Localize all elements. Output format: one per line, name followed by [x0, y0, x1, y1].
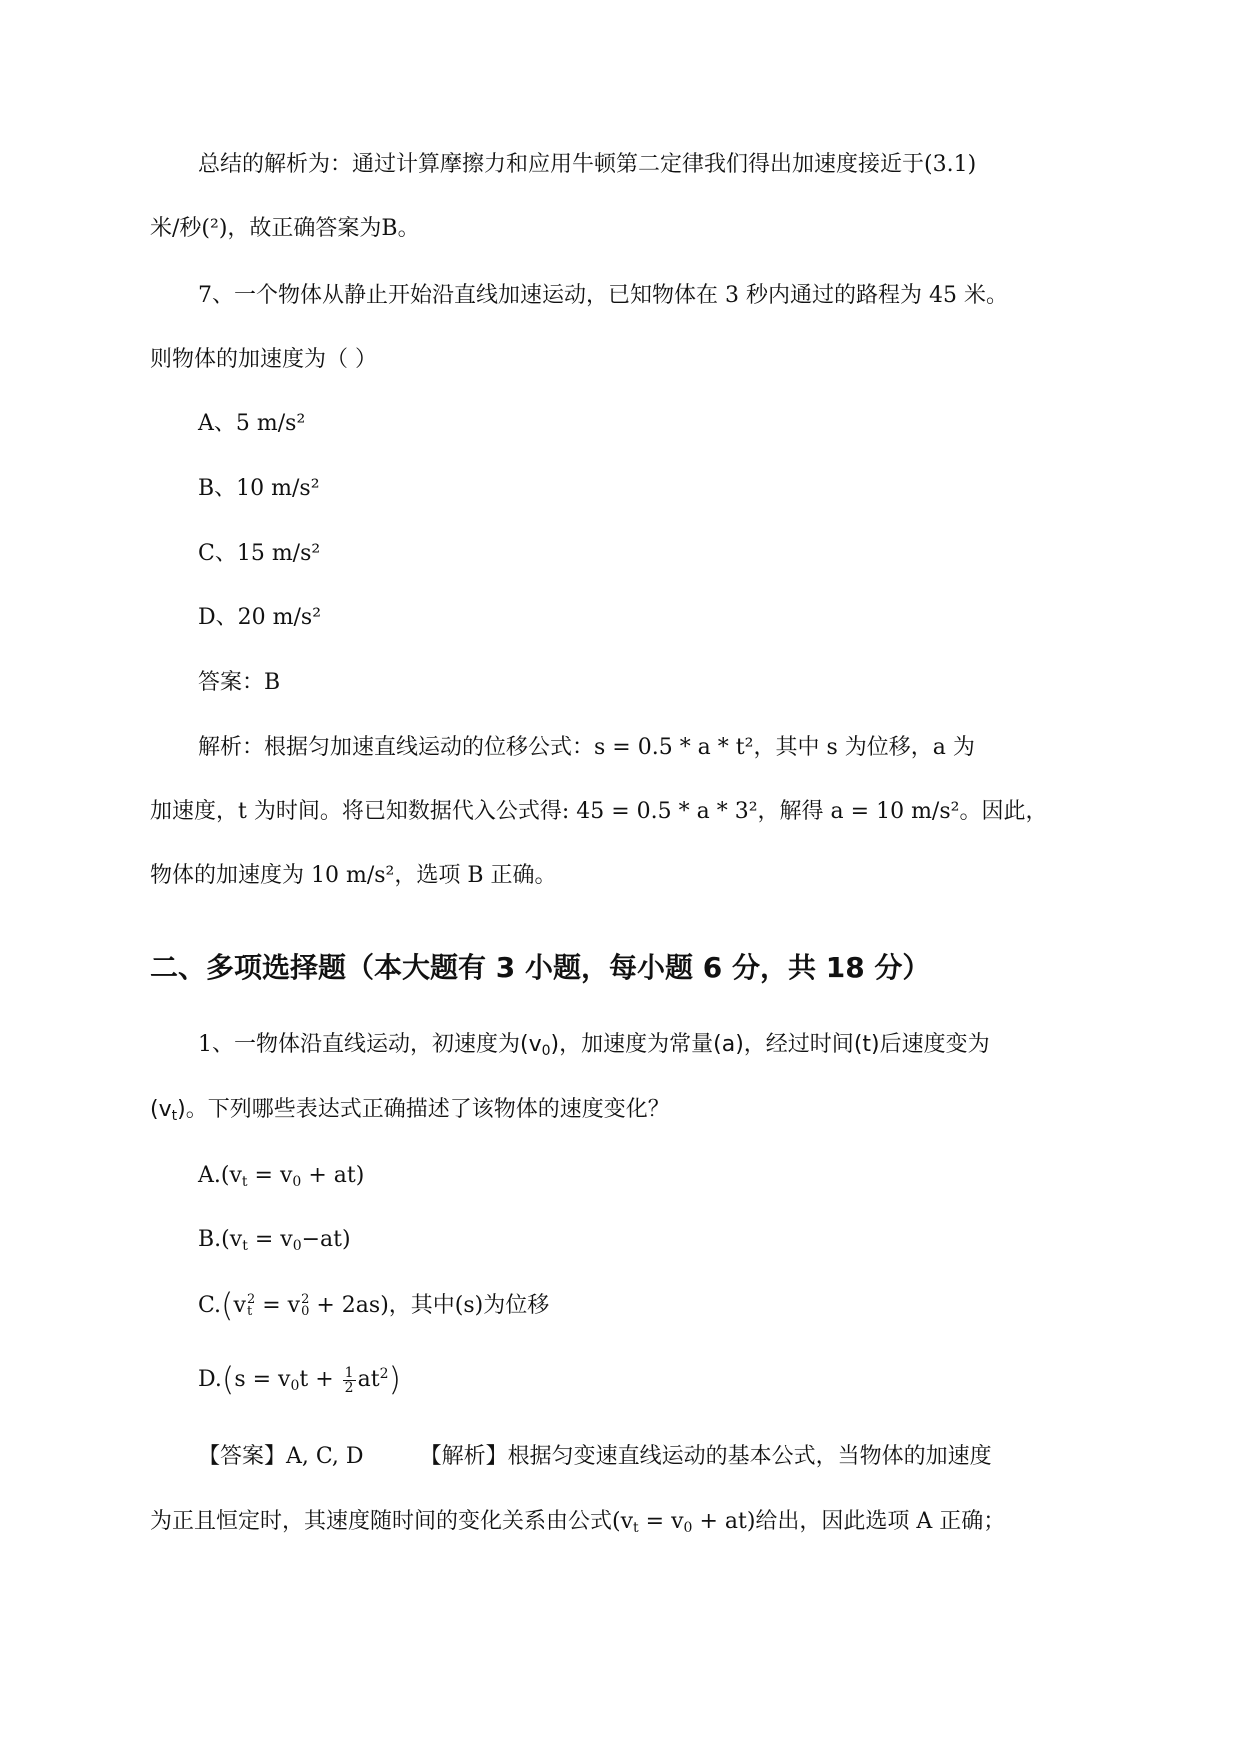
q7-option-c: C、15 m/s²: [198, 541, 321, 566]
v0-symbol: $(v_0)$: [520, 1032, 560, 1059]
mq1-stem-c: ，经过时间: [743, 1032, 854, 1057]
mq1-answer-line: [198, 1440, 992, 1474]
q7-answer: 答案：B: [198, 670, 281, 695]
q7-option-a: A、5 m/s²: [198, 411, 306, 436]
vt-symbol: $(v_t)$: [150, 1097, 186, 1124]
mq1-option-b: $B.(v_t = v_0-at)$: [198, 1227, 351, 1254]
t-symbol: (t): [853, 1032, 880, 1057]
q7-analysis-line-2: 加速度，t 为时间。将已知数据代入公式得: 45 = 0.5 * a * 3²，解得 a = 10 m/s²。因此，: [150, 799, 1048, 824]
mq1-option-a: $A.(v_t = v_0 + at)$: [198, 1163, 365, 1190]
mq1-analysis-line-1: 【解析】根据匀变速直线运动的基本公式，当物体的加速度: [419, 1444, 992, 1469]
mq1-stem-line-2: [150, 1093, 670, 1127]
q7-stem-line-1: 7、一个物体从静止开始沿直线加速运动，已知物体在 3 秒内通过的路程为 45 米。: [198, 283, 1008, 308]
q7-option-b: B、10 m/s²: [198, 476, 320, 501]
mq1-answer: 【答案】A, C, D: [198, 1444, 364, 1469]
mq1-stem-d: 后速度变为: [879, 1032, 990, 1057]
q7-analysis-line-1: 解析：根据匀加速直线运动的位移公式：s = 0.5 * a * t²，其中 s 为位移，a 为: [198, 735, 975, 760]
q7-option-d: D、20 m/s²: [198, 605, 322, 630]
q7-stem-line-2: 则物体的加速度为（ ）: [150, 347, 377, 372]
mq1-analysis-line-2: 为正且恒定时，其速度随时间的变化关系由公式$(v_t = v_0 + at)$给出，因此选项 A 正确；: [150, 1509, 1006, 1536]
mq1-option-c: C.(v 2 t = v 2 0 + 2as)，其中(s)为位移: [198, 1286, 550, 1324]
q7-analysis-line-3: 物体的加速度为 10 m/s²，选项 B 正确。: [150, 863, 557, 888]
mq1-stem-a: 1、一物体沿直线运动，初速度为: [198, 1032, 520, 1057]
fraction-one-half: $\frac{1}{2}$: [344, 1364, 354, 1396]
summary-line-1: 总结的解析为：通过计算摩擦力和应用牛顿第二定律我们得出加速度接近于(3.1): [198, 152, 977, 177]
mq1-stem-e: 。下列哪些表达式正确描述了该物体的速度变化？: [185, 1097, 670, 1122]
mq1-stem-b: ，加速度为常量: [559, 1032, 714, 1057]
a-symbol: (a): [713, 1032, 744, 1057]
summary-line-2: 米/秒(²)，故正确答案为B。: [150, 216, 420, 241]
mq1-stem-line-1: [198, 1028, 990, 1062]
mq1-option-d: $D.(s = v_0t$ + $\frac{1}{2}$ $at^2$): [198, 1360, 401, 1398]
section-heading: 二、多项选择题（本大题有 3 小题，每小题 6 分，共 18 分）: [150, 951, 931, 984]
